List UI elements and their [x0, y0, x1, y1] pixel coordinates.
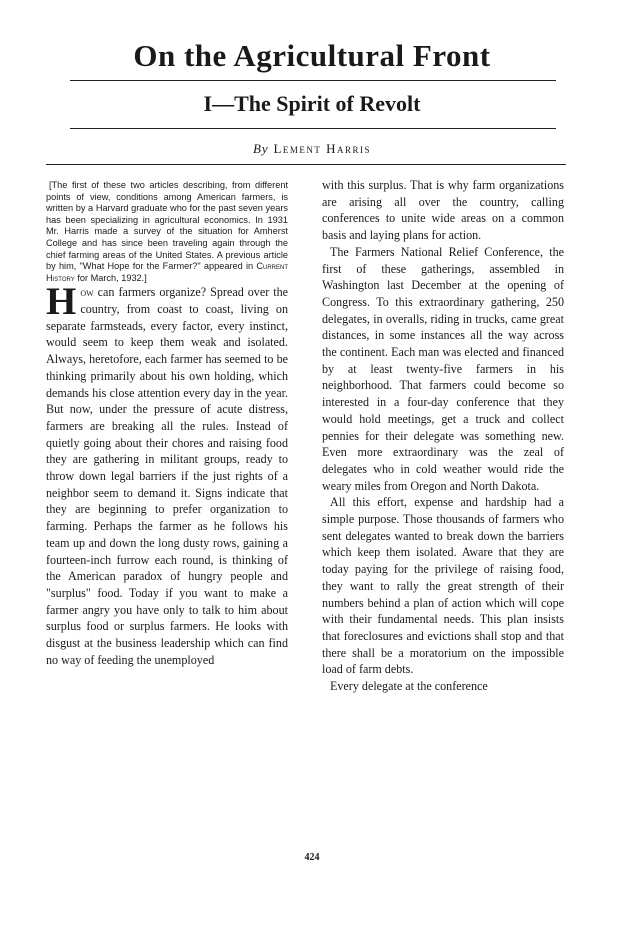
byline-rule: [46, 164, 566, 165]
title-rule: [70, 80, 556, 81]
body-paragraph: All this effort, expense and hardship had a simple purpose. Those thousands of farmers who sent delegates wanted to break down the barriers which keep them isolated. Aware that they are today paying for the privilege of raising food, they want to rally the great strength of their numbers behind a plan of action which will cope with their fundamental needs. This plan insists that foreclosures and evictions shall stop and that there shall be a moratorium on the impossible load of farm debts.: [322, 495, 564, 677]
page-number: 424: [304, 852, 320, 863]
left-column: [46, 180, 288, 669]
lead-word: ow: [80, 285, 94, 300]
byline-prefix: By: [252, 141, 269, 156]
right-column: [322, 177, 564, 695]
body-paragraph-continued: with this surplus. That is why farm organizations are arising all over the country, calling conferences to unite wide areas on a common basis and laying plans for action.: [322, 178, 564, 243]
editor-note: [46, 180, 288, 284]
article-subtitle: I—The Spirit of Revolt: [203, 91, 421, 116]
byline: [0, 141, 624, 157]
body-paragraph: Every delegate at the conference: [330, 679, 488, 694]
author-name: Lement Harris: [273, 141, 372, 156]
editor-note-text-2: for March, 1932.]: [74, 272, 147, 283]
magazine-name: Current History: [46, 261, 288, 283]
drop-cap: H: [46, 280, 77, 324]
paragraph-text: can farmers organize? Spread over the country, from coast to coast, living on separate farmsteads, every factor, every instinct, would seem to keep them weak and isolated. Always, heretofore, each farmer has seemed to be thinking primarily about his own holding, which demands his close attention every day in the year. But now, under the pressure of acute distress, farmers are breaking all the rules. Instead of quietly going about their chores and raising food they are gathering in militant groups, ready to throw down legal barriers if the just rights of a neighbor seem to demand it. Signs indicate that they are beginning to prefer organization to farming. Perhaps the farmer as he follows his team up and down the long dusty rows, gaining a fourteen-inch furrow each round, is thinking of the American paradox of hungry people and "surplus" food. Today if you want to make a farmer angry you have only to talk to him about surplus food or surplus farmers. He looks with disgust at the business leadership which can find no way of feeding the unemployed: [46, 285, 288, 667]
editor-note-text-1: [The first of these two articles describing, from different points of view, conditions among American farmers, is written by a Harvard graduate who for the past seven years has been specializing in agricultural economics. In 1931 Mr. Harris made a survey of the situation for Amherst College and has since been traveling again through the chief farming areas of the United States. A previous article by him, "What Hope for the Farmer?" appeared in: [46, 180, 288, 272]
subtitle-rule: [70, 128, 556, 129]
body-paragraph: [46, 280, 288, 668]
article-series-title: On the Agricultural Front: [133, 38, 491, 73]
body-paragraph: The Farmers National Relief Conference, the first of these gatherings, assembled in Washington last December at the opening of Congress. To this extraordinary gathering, 250 delegates, in overalls, riding in trucks, came great distances, in some instances all the way across the continent. Each man was elected and financed by at least twenty-five farmers in his neighborhood. That farmers could become so interested in a four-day conference that they would hold meetings, get a truck and collect pennies for their delegate was something new. Even more extraordinary was the zeal of delegates who in cold weather would ride the weary miles from Oregon and North Dakota.: [322, 244, 564, 493]
